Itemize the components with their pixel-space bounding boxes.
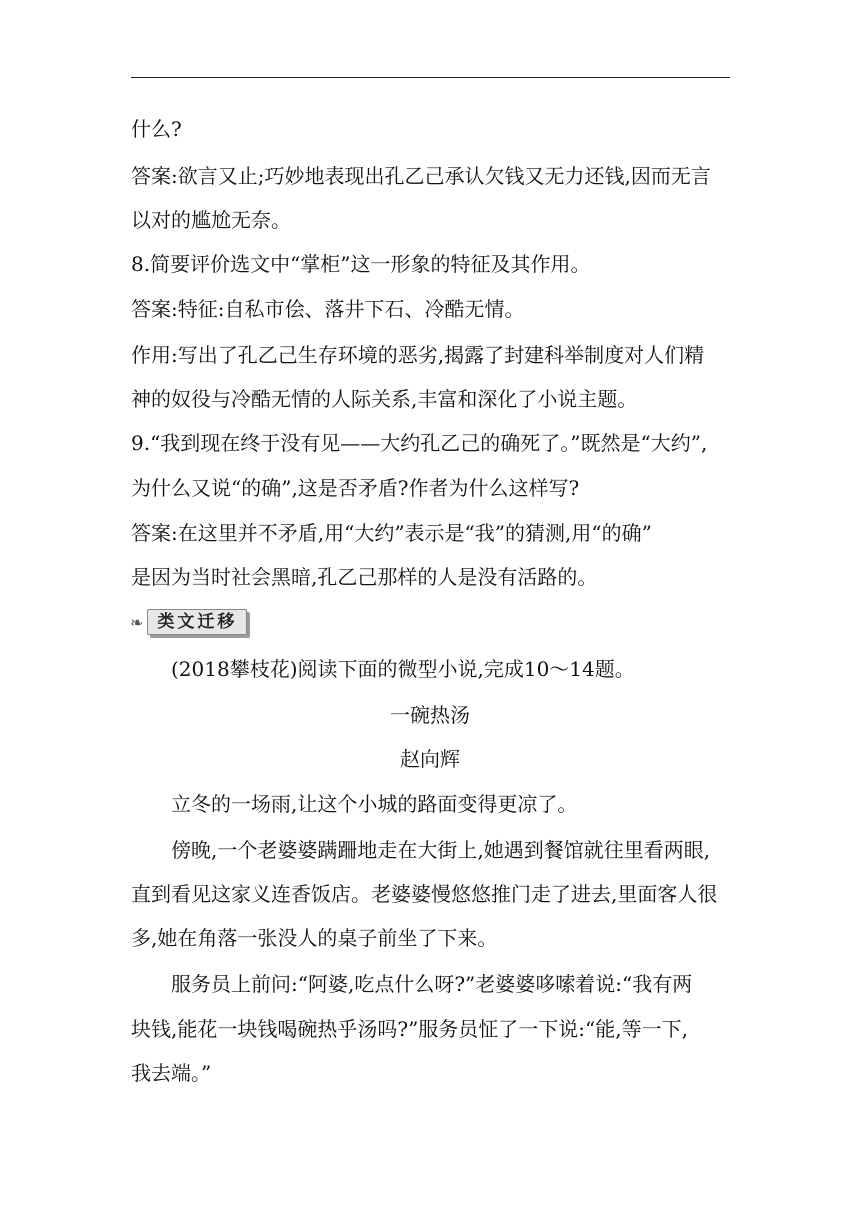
paragraph-line: 服务员上前问:“阿婆,吃点什么呀?”老婆婆哆嗦着说:“我有两	[171, 972, 693, 996]
answer-line: 答案:特征:自私市侩、落井下石、冷酷无情。	[131, 297, 525, 321]
paragraph-line: 直到看见这家义连香饭店。老婆婆慢悠悠推门走了进去,里面客人很	[131, 882, 718, 906]
paragraph-line: 傍晚,一个老婆婆蹒跚地走在大街上,她遇到餐馆就往里看两眼,	[171, 838, 711, 862]
paragraph-line: 多,她在角落一张没人的桌子前坐了下来。	[131, 926, 498, 950]
text-line: 以对的尴尬无奈。	[131, 208, 291, 232]
header-rule	[131, 77, 730, 78]
section-tag	[130, 609, 247, 635]
answer-line: 答案:欲言又止;巧妙地表现出孔乙己承认欠钱又无力还钱,因而无言	[131, 164, 711, 188]
text-line: 为什么又说“的确”,这是否矛盾?作者为什么这样写?	[131, 476, 580, 500]
text-line: 什么?	[131, 117, 182, 141]
text-line: 是因为当时社会黑暗,孔乙己那样的人是没有活路的。	[131, 565, 598, 589]
paragraph-line: 立冬的一场雨,让这个小城的路面变得更凉了。	[171, 792, 578, 816]
section-tag-label: 类文迁移	[147, 609, 247, 635]
leaf-icon: ❧	[130, 612, 144, 632]
paragraph-line: 块钱,能花一块钱喝碗热乎汤吗?”服务员怔了一下说:“能,等一下,	[131, 1017, 688, 1041]
passage-title: 一碗热汤	[390, 703, 470, 727]
text-line: 作用:写出了孔乙己生存环境的恶劣,揭露了封建科举制度对人们精	[131, 343, 705, 367]
answer-line: 答案:在这里并不矛盾,用“大约”表示是“我”的猜测,用“的确”	[131, 521, 652, 545]
text-line: 神的奴役与冷酷无情的人际关系,丰富和深化了小说主题。	[131, 387, 638, 411]
paragraph-line: 我去端。”	[131, 1061, 212, 1085]
passage-author: 赵向辉	[400, 747, 460, 771]
question-9: 9.“我到现在终于没有见——大约孔乙己的确死了。”既然是“大约”,	[131, 431, 708, 455]
question-8: 8.简要评价选文中“掌柜”这一形象的特征及其作用。	[131, 252, 591, 276]
passage-intro: (2018攀枝花)阅读下面的微型小说,完成10～14题。	[171, 657, 635, 681]
